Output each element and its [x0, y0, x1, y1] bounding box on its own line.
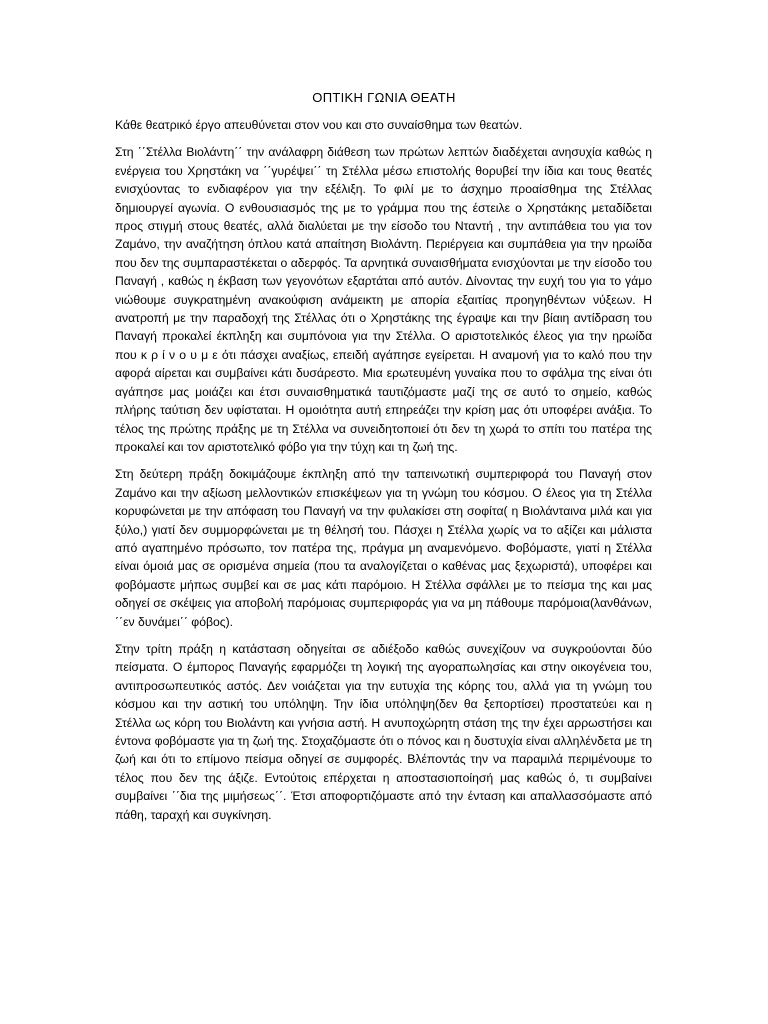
paragraph-act-three: Στην τρίτη πράξη η κατάσταση οδηγείται σε αδιέξοδο καθώς συνεχίζουν να συγκρούονται δύο πείσματα. Ο έμπορος Παναγής εφαρμόζει τη λογική της αγοραπωλησίας και στην οικογένεια του, αντιπροσωπευτικός αστός. Δεν νοιάζεται για την ευτυχία της κόρης του, αλλά για τη γνώμη του κόσμου και την αστική του υπόληψη. Την ίδια υπόληψη(δεν θα ξεπορτίσει) προστατεύει και η Στέλλα ως κόρη του Βιολάντη και γνήσια αστή. Η ανυποχώρητη στάση της την έχει αρρωστήσει και έντονα φοβόμαστε για τη ζωή της. Στοχαζόμαστε ότι ο πόνος και η δυστυχία είναι αλληλένδετα με τη ζωή και ότι το επίμονο πείσμα οδηγεί σε συμφορές. Βλέποντάς την να παραμιλά περιμένουμε το τέλος που δεν της άξιζε. Εντούτοις επέρχεται η αποστασιοποίησή μας καθώς ό, τι συμβαίνει συμβαίνει ΄΄δια της μιμήσεως΄΄. Έτσι αποφορτιζόμαστε από την ένταση και απαλλασσόμαστε από πάθη, ταραχή και συγκίνηση.: [115, 641, 652, 822]
paragraph-act-two: Στη δεύτερη πράξη δοκιμάζουμε έκπληξη από την ταπεινωτική συμπεριφορά του Παναγή στον Ζαμάνο και την αξίωση μελλοντικών επισκέψεων για τη γνώμη του κόσμου. Ο έλεος για τη Στέλλα κορυφώνεται με την απόφαση του Παναγή να την φυλακίσει στη σοφίτα( η Βιολάνταινα μιλά και για ξύλο,) γιατί δεν συμμορφώνεται με τη θέλησή του. Πάσχει η Στέλλα χωρίς να το αξίζει και μάλιστα από αγαπημένο πρόσωπο, τον πατέρα της, πράγμα μη αναμενόμενο. Φοβόμαστε, γιατί η Στέλλα είναι όμοιά μας σε ορισμένα σημεία (που τα αναλογίζεται ο καθένας μας ξεχωριστά), υποφέρει και φοβόμαστε μήπως συμβεί και σε μας κάτι παρόμοιο. Η Στέλλα σφάλλει με το πείσμα της και μας οδηγεί σε σκέψεις για αποβολή παρόμοιας συμπεριφοράς για να μη πάθουμε παρόμοια(λανθάνων, ΄΄εν δυνάμει΄΄ φόβος).: [115, 467, 652, 629]
page-title: ΟΠΤΙΚΗ ΓΩΝΙΑ ΘΕΑΤΗ: [312, 90, 456, 105]
document-body: [115, 116, 652, 833]
intro-paragraph: Κάθε θεατρικό έργο απευθύνεται στον νου και στο συναίσθημα των θεατών.: [115, 118, 523, 132]
paragraph-act-one: Στη ΄΄Στέλλα Βιολάντη΄΄ την ανάλαφρη διάθεση των πρώτων λεπτών διαδέχεται ανησυχία καθώς η ενέργεια του Χρηστάκη να ΄΄γυρέψει΄΄ τη Στέλλα μέσω επιστολής θορυβεί την ίδια και τους θεατές ενισχύοντας το ενδιαφέρον για την εξέλιξη. Το φιλί με το άσχημο προαίσθημα της Στέλλας δημιουργεί αγωνία. Ο ενθουσιασμός της με το γράμμα που της έστειλε ο Χρηστάκης μεταδίδεται προς στιγμή στους θεατές, αλλά διαλύεται με την είσοδο του Νταντή , την αντιπάθεια του για τον Ζαμάνο, την αναζήτηση όπλου κατά απαίτηση Βιολάντη. Περιέργεια και συμπάθεια για την ηρωίδα που δεν της συμπαραστέκεται ο αδερφός. Τα αρνητικά συναισθήματα ενισχύονται με την είσοδο του Παναγή , καθώς η έκβαση των γεγονότων εξαρτάται από αυτόν. Δίνοντας την ευχή του για το γάμο νιώθουμε συγκρατημένη ανακούφιση ανάμεικτη με απορία εξαιτίας προηγηθέντων νύξεων. Η ανατροπή με την παραδοχή της Στέλλας ότι ο Χρηστάκης της έγραψε και την βίαιη αντίδραση του Παναγή προκαλεί έκπληξη και συμπόνοια για την Στέλλα. Ο αριστοτελικός έλεος για την ηρωίδα που κ ρ ί ν ο υ μ ε ότι πάσχει αναξίως, επειδή αγάπησε εγείρεται. Η αναμονή για το καλό που την αφορά αίρεται και συμβαίνει κάτι δυσάρεστο. Μια ερωτευμένη γυναίκα που το σφάλμα της είναι ότι αγάπησε μας μοιάζει και έτσι συναισθηματικά ταυτιζόμαστε μαζί της σε αυτό το σημείο, καθώς πλήρης ταύτιση δεν υφίσταται. Η ομοιότητα αυτή επηρεάζει την κρίση μας ότι υποφέρει ανάξια. Το τέλος της πρώτης πράξης με τη Στέλλα να συνειδητοποιεί ότι δεν τη χωρά το σπίτι του πατέρα της προκαλεί και τον αριστοτελικό φόβο για την τύχη και τη ζωή της.: [115, 145, 652, 454]
